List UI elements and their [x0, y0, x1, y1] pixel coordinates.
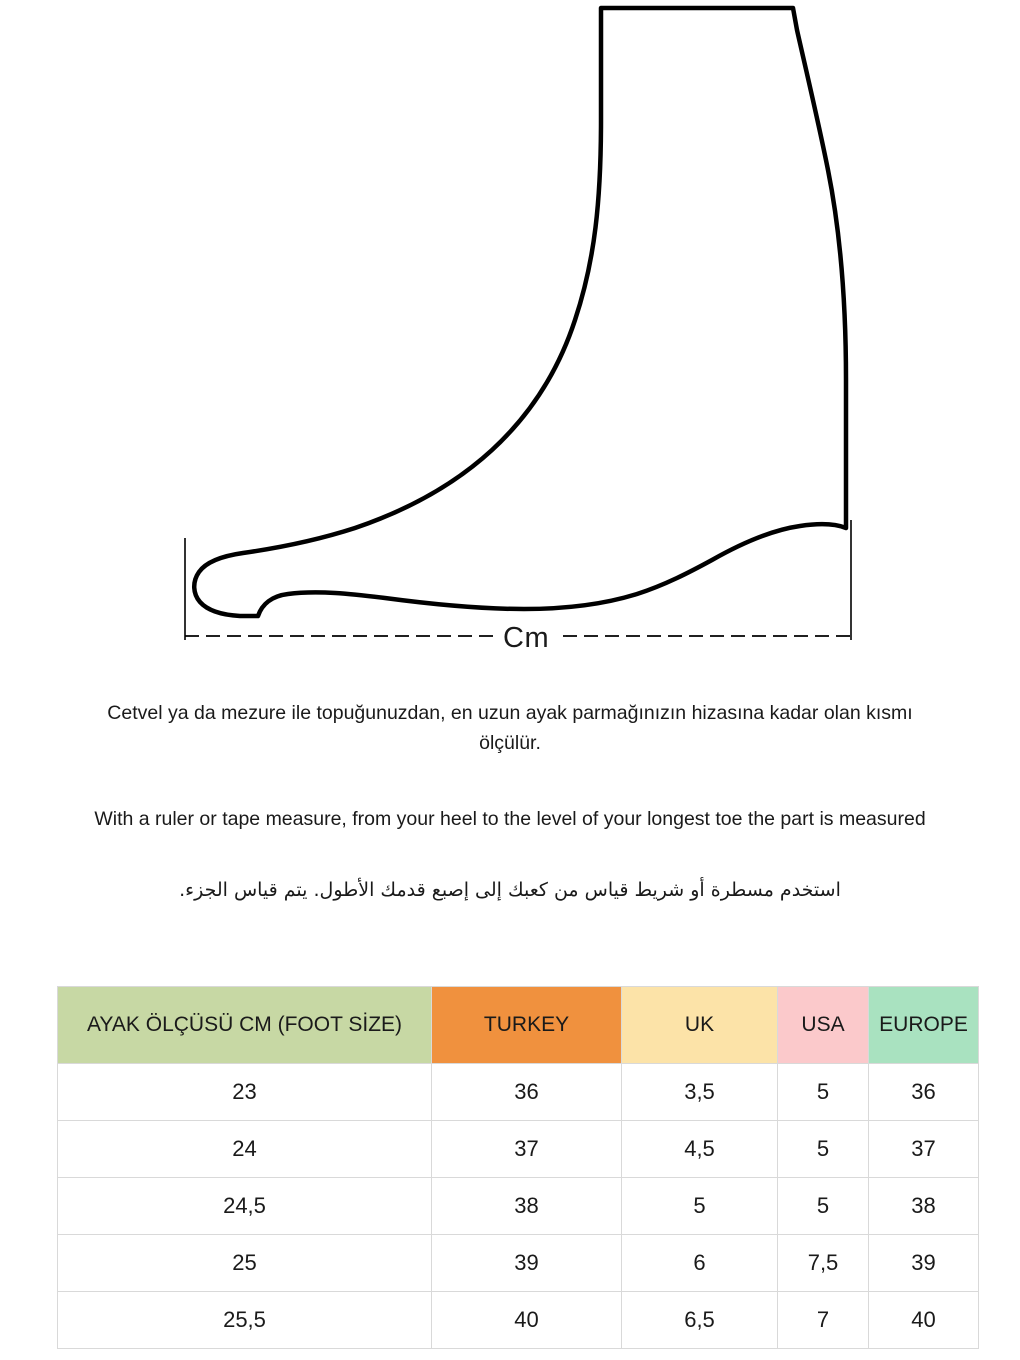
size-table-body	[58, 1064, 979, 1349]
cell-usa: 5	[778, 1178, 869, 1235]
cell-uk: 6	[622, 1235, 778, 1292]
cell-turkey: 36	[432, 1064, 622, 1121]
table-header-row	[58, 987, 979, 1064]
table-row	[58, 1235, 979, 1292]
size-table-head	[58, 987, 979, 1064]
cell-uk: 3,5	[622, 1064, 778, 1121]
cell-turkey: 40	[432, 1292, 622, 1349]
cell-uk: 6,5	[622, 1292, 778, 1349]
instruction-arabic: استخدم مسطرة أو شريط قياس من كعبك إلى إصبع قدمك الأطول. يتم قياس الجزء.	[179, 879, 841, 901]
cell-usa: 7,5	[778, 1235, 869, 1292]
table-row	[58, 1178, 979, 1235]
cell-europe: 40	[869, 1292, 979, 1349]
table-row	[58, 1292, 979, 1349]
cell-foot-size: 23	[58, 1064, 432, 1121]
table-row	[58, 1064, 979, 1121]
cell-turkey: 39	[432, 1235, 622, 1292]
instruction-turkish: Cetvel ya da mezure ile topuğunuzdan, en uzun ayak parmağınızın hizasına kadar olan kısmı ölçülür.	[107, 702, 913, 754]
header-usa: USA	[778, 987, 869, 1064]
header-turkey: TURKEY	[432, 987, 622, 1064]
measure-unit-label: Cm	[495, 622, 557, 655]
table-row	[58, 1121, 979, 1178]
cell-europe: 36	[869, 1064, 979, 1121]
cell-turkey: 37	[432, 1121, 622, 1178]
header-uk: UK	[622, 987, 778, 1064]
cell-europe: 39	[869, 1235, 979, 1292]
cell-usa: 5	[778, 1121, 869, 1178]
cell-usa: 5	[778, 1064, 869, 1121]
cell-usa: 7	[778, 1292, 869, 1349]
header-europe: EUROPE	[869, 987, 979, 1064]
header-foot-size: AYAK ÖLÇÜSÜ CM (FOOT SİZE)	[58, 987, 432, 1064]
cell-uk: 5	[622, 1178, 778, 1235]
cell-foot-size: 25	[58, 1235, 432, 1292]
foot-shape	[194, 8, 846, 616]
cell-foot-size: 24	[58, 1121, 432, 1178]
size-table	[57, 986, 979, 1349]
cell-foot-size: 25,5	[58, 1292, 432, 1349]
cell-turkey: 38	[432, 1178, 622, 1235]
cell-europe: 38	[869, 1178, 979, 1235]
cell-foot-size: 24,5	[58, 1178, 432, 1235]
cell-europe: 37	[869, 1121, 979, 1178]
size-table-wrapper	[57, 986, 968, 1349]
cell-uk: 4,5	[622, 1121, 778, 1178]
instruction-english: With a ruler or tape measure, from your heel to the level of your longest toe the part is measured	[94, 808, 926, 830]
instructions-block	[0, 698, 1020, 904]
